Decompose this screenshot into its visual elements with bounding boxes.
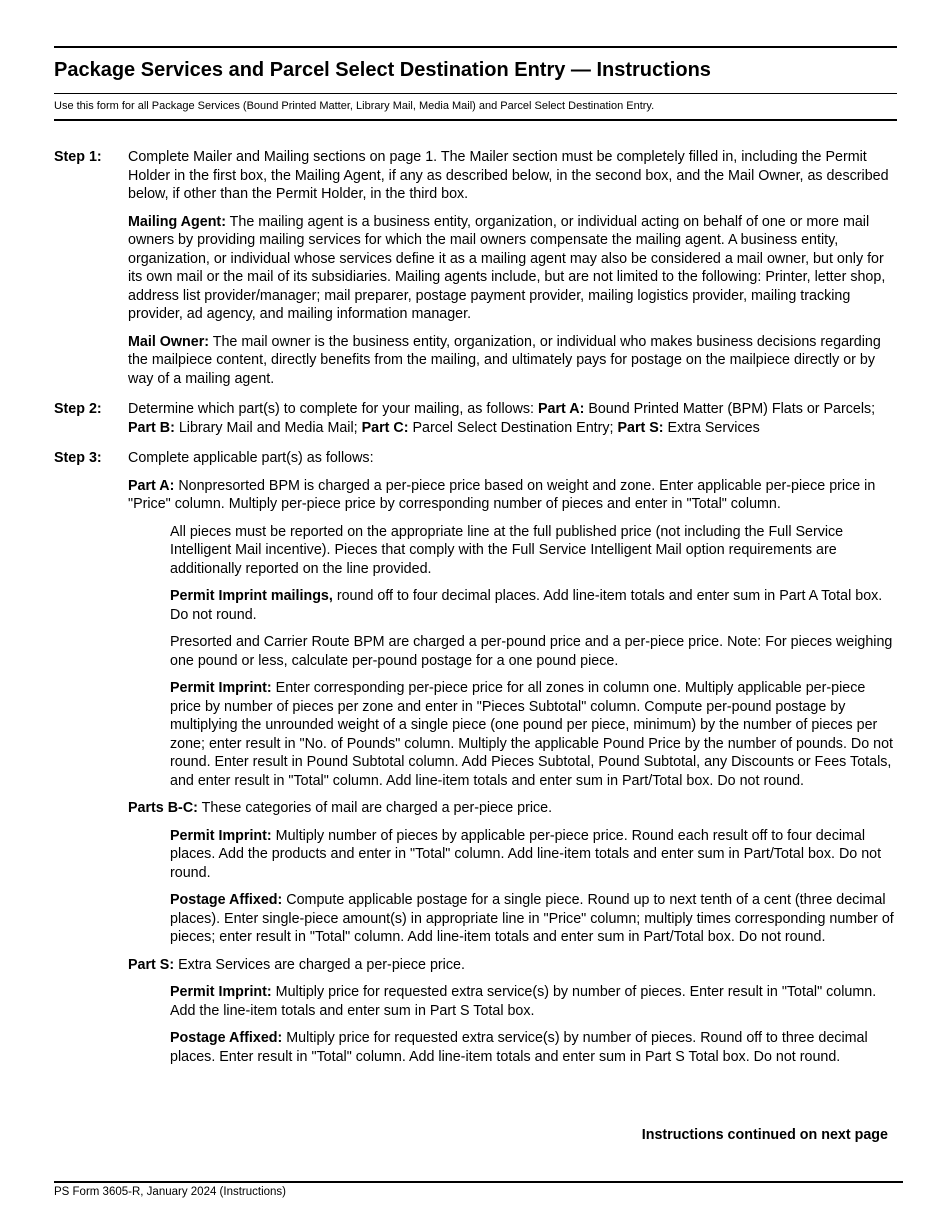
mail-owner-text: The mail owner is the business entity, organization, or individual who makes business decisions regarding the mailpiece content, directly benefits from the mailing, and ultimately pays for postage on the mailpiece directly or by way of a mailing agent. — [128, 333, 881, 387]
part-s-affixed-label: Postage Affixed: — [170, 1030, 283, 1046]
part-a-permit-imprint-text: Enter corresponding per-piece price for all zones in column one. Multiply applicable per-piece price by number of pieces per zone and enter in "Pieces Subtotal" column. Compute per-pound postage by multiplying the unrounded weight of a single piece (one pound per piece, minimum) by the number of pieces per zone; enter result in "No. of Pounds" column. Multiply the applicable Pound Price by the number of pounds. Do not round. Enter result in Pound Subtotal column. Add Pieces Subtotal, Pound Subtotal, any Discounts or Fees Totals, and enter result in "Total" column. Add line-item totals and enter sum in Part/Total box. Do not round. — [170, 680, 894, 789]
part-a-permit-mailings — [170, 587, 897, 624]
step-1 — [54, 148, 897, 388]
mailing-agent-paragraph — [128, 213, 897, 324]
mail-owner-label: Mail Owner: — [128, 333, 210, 350]
part-a-permit-imprint — [170, 679, 897, 790]
parts-bc-paragraph — [128, 799, 897, 818]
instructions-page — [54, 0, 897, 1230]
step-3-intro: Complete applicable part(s) as follows: — [128, 450, 374, 466]
instructions-body — [54, 148, 897, 1066]
mail-owner-paragraph — [128, 333, 897, 389]
parts-bc-permit-text: Multiply number of pieces by applicable per-piece price. Round each result off to four decimal places. Add the products and enter in "Total" column. Add line-item totals and enter sum in Part/Total box. Do not round. — [170, 827, 882, 881]
step-1-label: Step 1: — [54, 149, 102, 165]
parts-bc-permit-imprint — [170, 827, 897, 883]
step-2-label: Step 2: — [54, 401, 102, 417]
header-rule — [54, 119, 897, 121]
part-s-permit-text: Multiply price for requested extra service(s) by number of pieces. Enter result in "Total" column. Add the line-item totals and enter sum in Part S Total box. — [170, 984, 877, 1019]
part-a-label: Part A: — [128, 477, 175, 494]
step-2-part-s-text: Extra Services — [663, 419, 760, 436]
step-1-text: Complete Mailer and Mailing sections on page 1. The Mailer section must be completely filled in, including the Permit Holder in the first box, the Mailing Agent, if any as described below, in the second box, and the Mail Owner, as described below, if other than the Permit Holder, in the third box. — [128, 149, 889, 202]
parts-bc-text: These categories of mail are charged a per-piece price. — [197, 800, 553, 816]
step-2-intro: Determine which part(s) to complete for your mailing, as follows: — [128, 401, 538, 417]
part-s-postage-affixed — [170, 1029, 897, 1066]
page-title: Package Services and Parcel Select Destination Entry — Instructions — [54, 59, 711, 81]
part-s-paragraph — [128, 956, 897, 975]
part-a-paragraph — [128, 477, 897, 514]
step-3-label: Step 3: — [54, 450, 102, 466]
step-2 — [54, 400, 897, 437]
mailing-agent-text: The mailing agent is a business entity, organization, or individual acting on behalf of one or more mail owners by providing mailing services for which the mail owners compensate the mailing agent. A business entity, organization, or individual whose services define it as a mailing agent may also be considered a mail owner, but only for its own mail or the mail of its subsidiaries. Mailing agents include, but are not limited to the following: Printer, letter shop, address list provider/manager; mail preparer, postage payment provider, mailing logistics provider, mailing tracking provider, ad agency, and mailing information manager. — [128, 213, 886, 322]
part-s-affixed-text: Multiply price for requested extra service(s) by number of pieces. Round off to three decimal places. Enter result in "Total" column. Add line-item totals and enter sum in Part S Total box. Do not round. — [170, 1030, 868, 1065]
step-2-text — [128, 400, 897, 437]
mailing-agent-label: Mailing Agent: — [128, 213, 226, 230]
step-2-part-a-label: Part A: — [538, 401, 585, 417]
step-2-part-c-label: Part C: — [361, 419, 409, 436]
top-rule — [54, 46, 897, 48]
part-a-permit-mailings-text: round off to four decimal places. Add line-item totals and enter sum in Part A Total box. Do not round. — [170, 588, 883, 623]
parts-bc-permit-label: Permit Imprint: — [170, 827, 272, 844]
step-3 — [54, 449, 897, 1066]
step-2-part-c-text: Parcel Select Destination Entry; — [408, 419, 618, 436]
part-s-label: Part S: — [128, 956, 175, 973]
form-footer: PS Form 3605-R, January 2024 (Instructions) — [54, 1186, 287, 1198]
footer-rule — [54, 1181, 903, 1183]
parts-bc-postage-affixed — [170, 891, 897, 947]
page-subtitle: Use this form for all Package Services (Bound Printed Matter, Library Mail, Media Mail) and Parcel Select Destination Entry. — [54, 100, 655, 112]
step-2-part-a-text: Bound Printed Matter (BPM) Flats or Parcels; — [584, 401, 876, 417]
part-s-permit-imprint — [170, 983, 897, 1020]
parts-bc-label: Parts B-C: — [128, 800, 198, 816]
part-s-permit-label: Permit Imprint: — [170, 984, 272, 1000]
step-2-part-s-label: Part S: — [617, 419, 664, 436]
parts-bc-affixed-label: Postage Affixed: — [170, 892, 283, 908]
part-a-text: Nonpresorted BPM is charged a per-piece price based on weight and zone. Enter applicable per-piece price in "Price" column. Multiply per-piece price by corresponding number of pieces and enter in "Total" column. — [128, 477, 876, 512]
part-a-presorted: Presorted and Carrier Route BPM are charged a per-pound price and a per-piece price. Note: For pieces weighing one pound or less, calculate per-pound postage for a one pound piece. — [170, 634, 893, 669]
parts-bc-affixed-text: Compute applicable postage for a single piece. Round up to next tenth of a cent (three decimal places). Enter single-piece amount(s) in appropriate line in "Price" column; multiply times corresponding number of pieces; enter result in "Total" column. Add line-item totals and enter sum in Part/Total box. Do not round. — [170, 892, 894, 945]
part-a-permit-mailings-label: Permit Imprint mailings, — [170, 588, 333, 604]
part-a-permit-imprint-label: Permit Imprint: — [170, 680, 272, 696]
part-s-text: Extra Services are charged a per-piece price. — [174, 956, 465, 973]
continued-note: Instructions continued on next page — [641, 1127, 888, 1143]
step-2-part-b-text: Library Mail and Media Mail; — [174, 419, 362, 436]
step-2-part-b-label: Part B: — [128, 419, 175, 436]
part-a-all-pieces: All pieces must be reported on the appropriate line at the full published price (not including the Full Service Intelligent Mail incentive). Pieces that comply with the Full Service Intelligent Mail option requirements are additionally reported on the line provided. — [170, 523, 844, 577]
title-rule — [54, 93, 897, 94]
